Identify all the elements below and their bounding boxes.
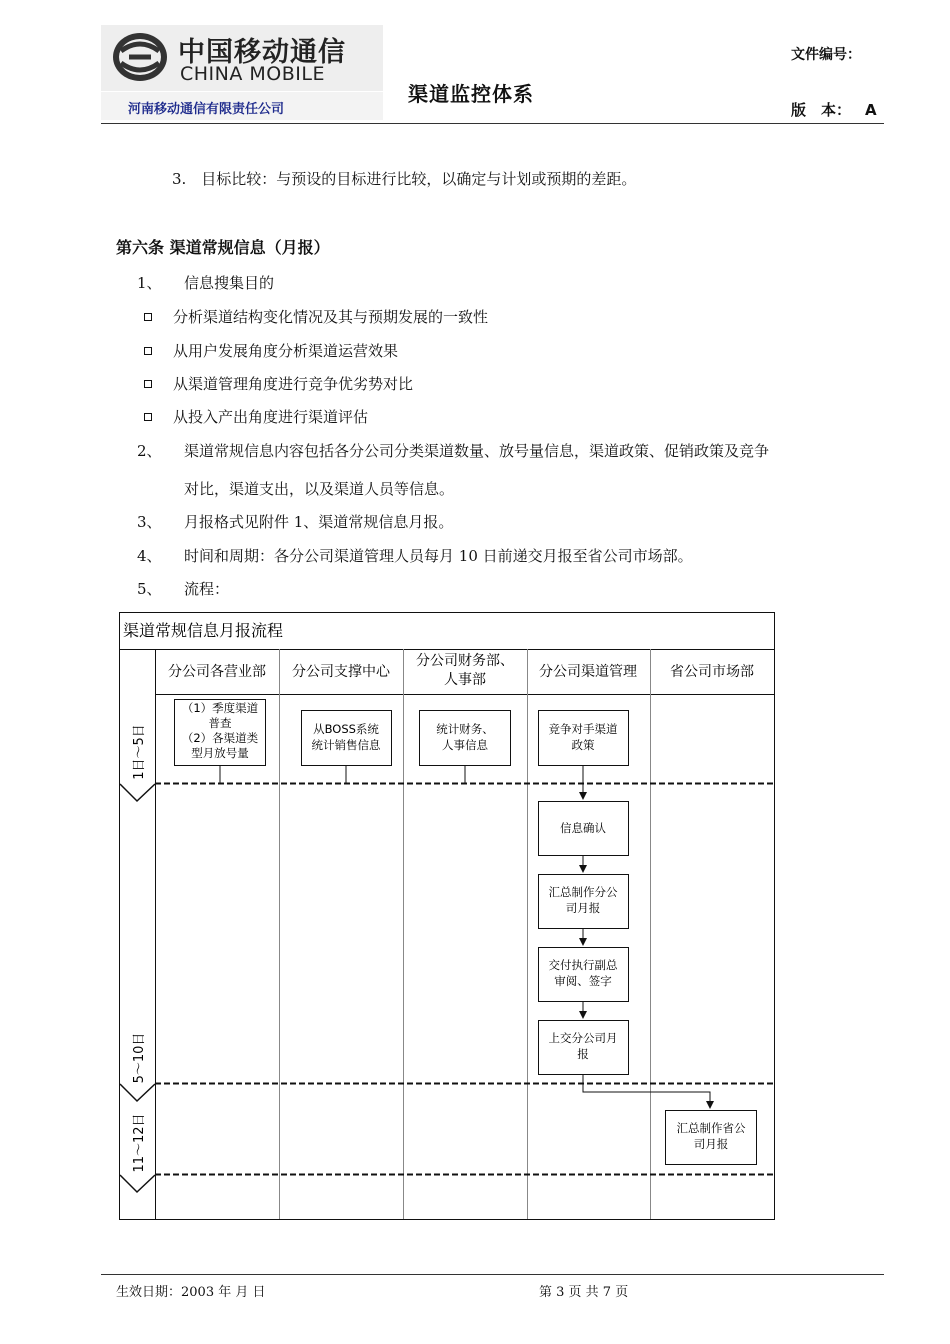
paragraph-2-line-1: 渠道常规信息内容包括各分公司分类渠道数量、放号量信息，渠道政策、促销政策及竞争	[184, 442, 770, 460]
version-value: A	[865, 101, 877, 119]
version-label: 版 本：	[791, 101, 852, 119]
lane-header-sales-offices: 分公司各营业部	[168, 664, 266, 680]
svg-text:政策: 政策	[571, 738, 595, 752]
paragraph-2-line-2: 对比，渠道支出，以及渠道人员等信息。	[184, 480, 455, 498]
lane-header-channel-management: 分公司渠道管理	[539, 664, 637, 680]
lane-header-finance-hr-line2: 人事部	[444, 672, 486, 688]
svg-text:从BOSS系统: 从BOSS系统	[313, 722, 379, 736]
effective-date: 生效日期：2003 年 月 日	[116, 1285, 266, 1300]
paragraph-4-text: 时间和周期：各分公司渠道管理人员每月 10 日前递交月报至省公司市场部。	[184, 547, 693, 565]
box-info-confirmation	[539, 802, 629, 856]
item-3-target-comparison: 3. 目标比较：与预设的目标进行比较，以确定与计划或预期的差距。	[172, 170, 637, 188]
box-quarterly-survey	[175, 700, 266, 766]
bullet-item: 分析渠道结构变化情况及其与预期发展的一致性	[173, 308, 489, 326]
section-heading: 第六条 渠道常规信息（月报）	[116, 238, 330, 257]
paragraph-4-number: 4、	[137, 547, 162, 565]
phase-label-day-5-10: 5～10日	[132, 1032, 147, 1084]
paragraph-1-text: 信息搜集目的	[184, 274, 275, 292]
svg-text:（2）各渠道类: （2）各渠道类	[181, 731, 259, 745]
svg-text:上交分公司月: 上交分公司月	[548, 1031, 618, 1045]
footer-divider	[101, 1274, 884, 1275]
document-title: 渠道监控体系	[408, 82, 534, 106]
paragraph-5-text: 流程：	[184, 580, 230, 598]
logo-chinese-text: 中国移动通信	[178, 37, 346, 68]
lane-header-provincial-marketing: 省公司市场部	[670, 664, 754, 680]
svg-text:人事信息: 人事信息	[442, 738, 488, 752]
box-submit-branch-report	[539, 1021, 629, 1075]
svg-text:司月报: 司月报	[693, 1137, 729, 1151]
document-number-label: 文件编号：	[791, 47, 861, 63]
svg-text:交付执行副总: 交付执行副总	[548, 958, 618, 972]
bullet-item: 从渠道管理角度进行竞争优劣势对比	[173, 375, 414, 393]
svg-text:统计销售信息: 统计销售信息	[311, 738, 381, 752]
svg-text:报: 报	[577, 1047, 589, 1061]
svg-text:（1）季度渠道: （1）季度渠道	[181, 701, 259, 715]
logo-english-text: CHINA MOBILE	[180, 63, 325, 85]
svg-text:汇总制作省公: 汇总制作省公	[676, 1121, 746, 1135]
page-number: 第 3 页 共 7 页	[539, 1285, 629, 1300]
svg-text:竞争对手渠道: 竞争对手渠道	[548, 722, 618, 736]
box-vp-review-sign	[539, 948, 629, 1002]
svg-text:司月报: 司月报	[565, 901, 601, 915]
paragraph-2-number: 2、	[137, 442, 162, 460]
lane-header-support-center: 分公司支撑中心	[292, 664, 390, 680]
box-competitor-policy	[539, 711, 629, 766]
paragraph-3-number: 3、	[137, 513, 162, 531]
svg-text:普查: 普查	[208, 716, 232, 730]
company-name: 河南移动通信有限责任公司	[128, 102, 285, 117]
svg-text:汇总制作分公: 汇总制作分公	[548, 885, 618, 899]
svg-text:信息确认: 信息确认	[560, 821, 606, 835]
box-boss-sales-stats	[302, 711, 392, 766]
svg-text:审阅、签字: 审阅、签字	[554, 974, 612, 988]
bullet-item: 从用户发展角度分析渠道运营效果	[173, 342, 399, 360]
flowchart-title: 渠道常规信息月报流程	[123, 621, 284, 640]
box-provincial-monthly-report	[666, 1111, 757, 1165]
lane-header-finance-hr: 分公司财务部、	[416, 653, 514, 669]
box-finance-hr-stats	[420, 711, 511, 766]
svg-text:统计财务、: 统计财务、	[436, 722, 494, 736]
phase-label-day-11-12: 11～12日	[132, 1113, 147, 1173]
paragraph-3-text: 月报格式见附件 1、渠道常规信息月报。	[184, 513, 454, 531]
paragraph-1-number: 1、	[137, 274, 162, 292]
bullet-item: 从投入产出角度进行渠道评估	[173, 408, 369, 426]
paragraph-5-number: 5、	[137, 580, 162, 598]
phase-label-day-1-5: 1日～5日	[132, 724, 147, 780]
svg-text:型月放号量: 型月放号量	[191, 746, 249, 760]
box-branch-monthly-report	[539, 875, 629, 929]
